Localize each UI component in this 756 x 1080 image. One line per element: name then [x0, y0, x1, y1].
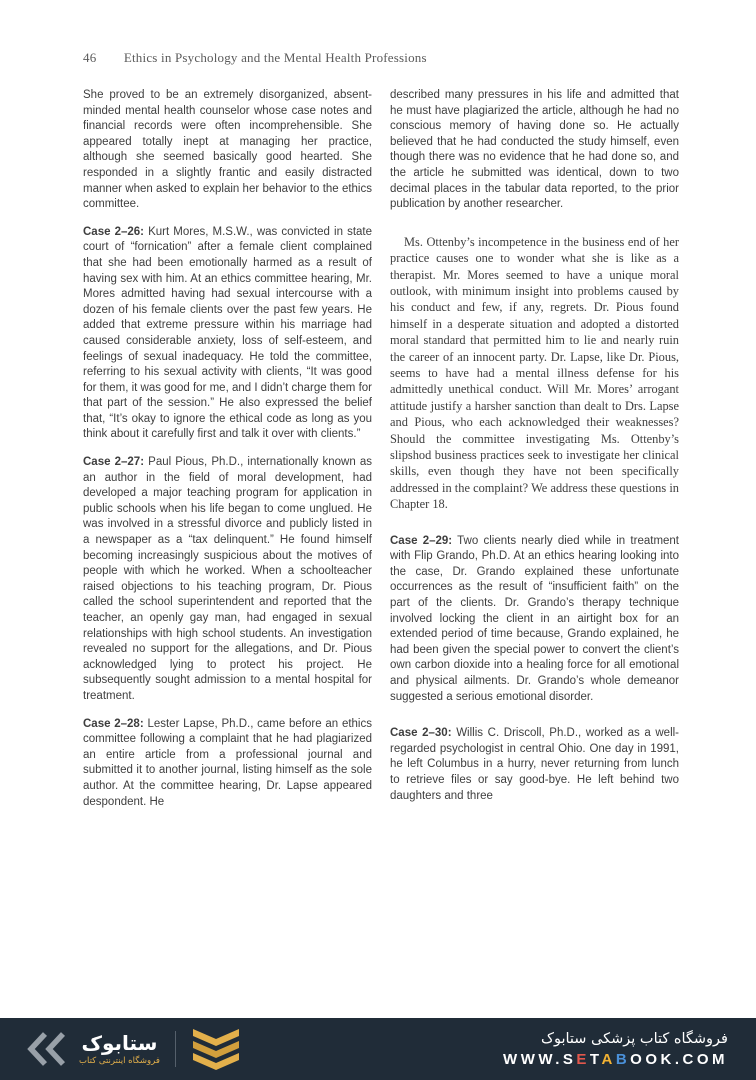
running-title: Ethics in Psychology and the Mental Health Professions — [123, 50, 427, 65]
url-segment: OOK.COM — [630, 1050, 728, 1068]
brand-subtitle: فروشگاه اینترنتی کتاب — [79, 1056, 160, 1066]
case-paragraph — [390, 726, 679, 804]
case-paragraph — [390, 534, 679, 706]
url-segment: A — [601, 1050, 616, 1068]
case-label: Case 2–28: — [83, 717, 144, 730]
brand-block — [79, 1032, 160, 1066]
brand-wordmark: ستابوک — [81, 1031, 158, 1055]
page-header — [83, 50, 678, 66]
case-paragraph-continuation — [83, 88, 372, 213]
stacked-chevrons-logo-icon — [191, 1028, 241, 1070]
case-text: described many pressures in his life and admitted that he must have plagiarized the article, although he had no conscious memory of having done so. He actually believed that he had conducted the study himself, even though there was no evidence that he had done so, and the article he submitted was identical, down to two decimal places in the tabular data reported, to the prior publication by another researcher. — [390, 89, 679, 211]
case-text: Willis C. Driscoll, Ph.D., worked as a well-regarded psychologist in central Ohio. One day in 1991, he left Columbus in a hurry, never returning from lunch to retrieve files or say good-bye. He left behind two daughters and three — [390, 727, 680, 802]
url-segment: T — [589, 1050, 602, 1068]
case-label: Case 2–26: — [83, 225, 144, 238]
case-text: Lester Lapse, Ph.D., came before an ethics committee following a complaint that he had plagiarized an entire article from a professional journal and submitted it to another journal, listing himself as the sole author. At the committee hearing, Dr. Lapse appeared despondent. He — [83, 717, 372, 808]
case-label: Case 2–29: — [390, 534, 453, 547]
url-segment: E — [576, 1050, 590, 1068]
case-label: Case 2–30: — [390, 727, 452, 740]
url-segment: WWW. — [503, 1050, 563, 1068]
brand-divider — [175, 1031, 176, 1067]
footer-contact-area — [503, 1031, 728, 1068]
case-paragraph — [83, 455, 372, 705]
footer-url — [503, 1051, 728, 1068]
case-text: Kurt Mores, M.S.W., was convicted in state court of “fornication” after a female client complained that she had been emotionally harmed as a result of having sex with him. At an ethics committee hearing, Mr. Mores admitted having had sexual intercourse with a dozen of his female clients over the past few years. He added that extreme pressure within his marriage had caused considerable anxiety, loss of self-esteem, and feelings of sexual inadequacy. He told the committee, referring to his sexual activity with clients, “It was good for them, it was good for me, and I didn’t charge them for that part of the session.” He also expressed the belief that, “It’s okay to ignore the ethical code as long as you think about it carefully first and talk it over with clients.” — [83, 225, 372, 441]
case-paragraph — [83, 225, 372, 443]
double-chevron-left-icon — [26, 1030, 68, 1068]
narrative-text: Ms. Ottenby’s incompetence in the business end of her practice causes one to wonder what she is like as a therapist. Mr. Mores seemed to have a unique moral outlook, with minimum insight into problems caused by his conduct and few, if any, regrets. Dr. Pious found himself in a desperate situation and adopted a distorted moral standard that permitted him to lie and nearly ruin the career of an innocent party. Dr. Lapse, like Dr. Pious, seems to have had a mental illness defense for his admittedly unethical conduct. Will Mr. Mores’ arrogant attitude justify a harsher sanction than dealt to Drs. Lapse and Pious, who each acknowledged their weaknesses? Should the committee investigating Ms. Ottenby’s slipshod business practices seek to investigate her clinical skills, even though they have not been specifically addressed in the complaint? We address these questions in Chapter 18. — [390, 234, 679, 512]
case-paragraph-continuation — [390, 88, 679, 213]
url-segment: B — [615, 1050, 631, 1068]
case-label: Case 2–27: — [83, 456, 145, 469]
right-column — [390, 88, 679, 810]
narrative-paragraph — [390, 234, 679, 513]
page-content — [83, 88, 679, 810]
case-paragraph — [83, 717, 372, 811]
left-column — [83, 88, 372, 810]
footer-tagline: فروشگاه کتاب پزشکی ستابوک — [540, 1030, 728, 1047]
case-text: Paul Pious, Ph.D., internationally known as an author in the field of moral development, had developed a major teaching program for application in public schools when his life began to come unglued. He was involved in a stressful divorce and publicly listed in a newspaper as a “tax delinquent.” He found himself becoming increasingly suspicious about the motives of people with which he worked. When a schoolteacher raised objections to his teaching program, Dr. Pious called the school superintendent and reported that the teacher, an openly gay man, had engaged in sexual relationships with high school students. An investigation revealed no support for the allegations, and Dr. Pious acknowledged lying to protect his project. He subsequently sought admission to a mental hospital for treatment. — [83, 456, 373, 702]
url-segment: S — [562, 1050, 577, 1068]
footer-banner — [0, 1018, 756, 1080]
case-text: Two clients nearly died while in treatment with Flip Grando, Ph.D. At an ethics hearing looking into the case, Dr. Grando explained these unfortunate occurrences as the result of “insufficient faith” on the part of the clients. Dr. Grando’s therapy technique involved locking the client in an airtight box for an extended period of time because, Grando explained, he had been given the special power to convert the client’s own carbon dioxide into a healing force for all emotional and physical ailments. Dr. Grando’s whole demeanor suggested a serious emotional disorder. — [390, 534, 680, 703]
page-number: 46 — [83, 50, 97, 65]
brand-area — [26, 1028, 241, 1070]
case-text: She proved to be an extremely disorganized, absent-minded mental health counselor whose case notes and financial records were often incomprehensible. She appeared totally inept at managing her practice, although she seemed basically good hearted. She responded in a slightly frantic and easily distracted manner when asked to explain her behavior to the ethics committee. — [83, 89, 372, 211]
